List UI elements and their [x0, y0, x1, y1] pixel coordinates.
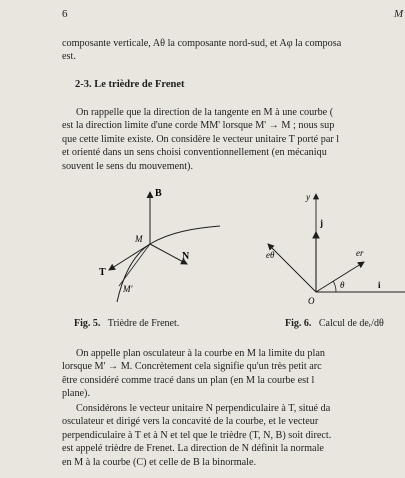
text-line: en M à la courbe (C) et celle de B la binormale. — [62, 456, 257, 468]
fig6-polar-basis-diagram — [258, 180, 405, 310]
curve-c — [117, 226, 220, 302]
running-head: M — [394, 8, 404, 20]
text-line: est appelé trièdre de Frenet. La direction de N définit la normale — [62, 443, 324, 455]
paragraph-tangent — [62, 106, 405, 173]
chord-mm — [119, 244, 150, 286]
text-line: et orienté dans un sens choisi conventionnellement (en mécaniqu — [62, 147, 327, 159]
label-b: B — [155, 188, 162, 199]
text-line: est. — [62, 51, 76, 63]
angle-theta-arc — [333, 281, 336, 292]
label-m: M — [135, 234, 143, 244]
paragraph-osculating-plane — [62, 347, 405, 401]
fig5-caption — [74, 318, 179, 329]
text-line: On rappelle que la direction de la tangente en M à une courbe ( — [76, 107, 334, 118]
text-line: est la direction limite d'une corde MM' lorsque M' → M ; nous sup — [62, 120, 335, 132]
fig6-caption — [285, 318, 384, 329]
paragraph-components — [62, 37, 405, 64]
label-i: i — [378, 280, 381, 290]
text-line: Considérons le vecteur unitaire N perpendiculaire à T, situé da — [76, 403, 331, 414]
label-o: O — [308, 296, 315, 306]
text-line: perpendiculaire à T et à N et tel que le trièdre (T, N, B) soit direct. — [62, 429, 332, 441]
label-e-r: er — [356, 248, 364, 258]
fig6-caption-number: Fig. 6. — [285, 318, 312, 329]
fig6-caption-text: Calcul de deᵣ/dθ — [318, 318, 384, 329]
text-line: être considéré comme tracé dans un plan (en M la courbe est l — [62, 374, 315, 386]
page-number: 6 — [62, 8, 68, 20]
text-line: que cette limite existe. On considère le vecteur unitaire T porté par l — [62, 133, 340, 145]
label-j: j — [320, 218, 323, 228]
text-line: composante verticale, Aθ la composante nord-sud, et Aφ la composa — [62, 38, 342, 49]
text-line: plane). — [62, 388, 91, 400]
label-theta: θ — [340, 280, 345, 290]
label-e-theta: eθ — [266, 250, 275, 260]
fig5-caption-text: Trièdre de Frenet. — [107, 318, 180, 329]
label-t: T — [99, 267, 106, 278]
vector-e-theta — [268, 244, 316, 292]
label-n: N — [182, 251, 190, 262]
paragraph-frenet-trihedron — [62, 402, 405, 469]
text-line: On appelle plan osculateur à la courbe en M la limite du plan — [76, 348, 325, 359]
section-heading: 2-3. Le trièdre de Frenet — [75, 79, 185, 90]
label-y: y — [306, 192, 310, 202]
text-line: osculateur et dirigé vers la concavité de la courbe, et le vecteur — [62, 416, 319, 428]
fig5-caption-number: Fig. 5. — [74, 318, 101, 329]
text-line: souvent le sens du mouvement). — [62, 160, 193, 172]
text-line: lorsque M' → M. Concrètement cela signifie qu'un très petit arc — [62, 361, 322, 373]
fig5-frenet-diagram — [95, 180, 235, 310]
label-mprime: M' — [123, 284, 133, 294]
